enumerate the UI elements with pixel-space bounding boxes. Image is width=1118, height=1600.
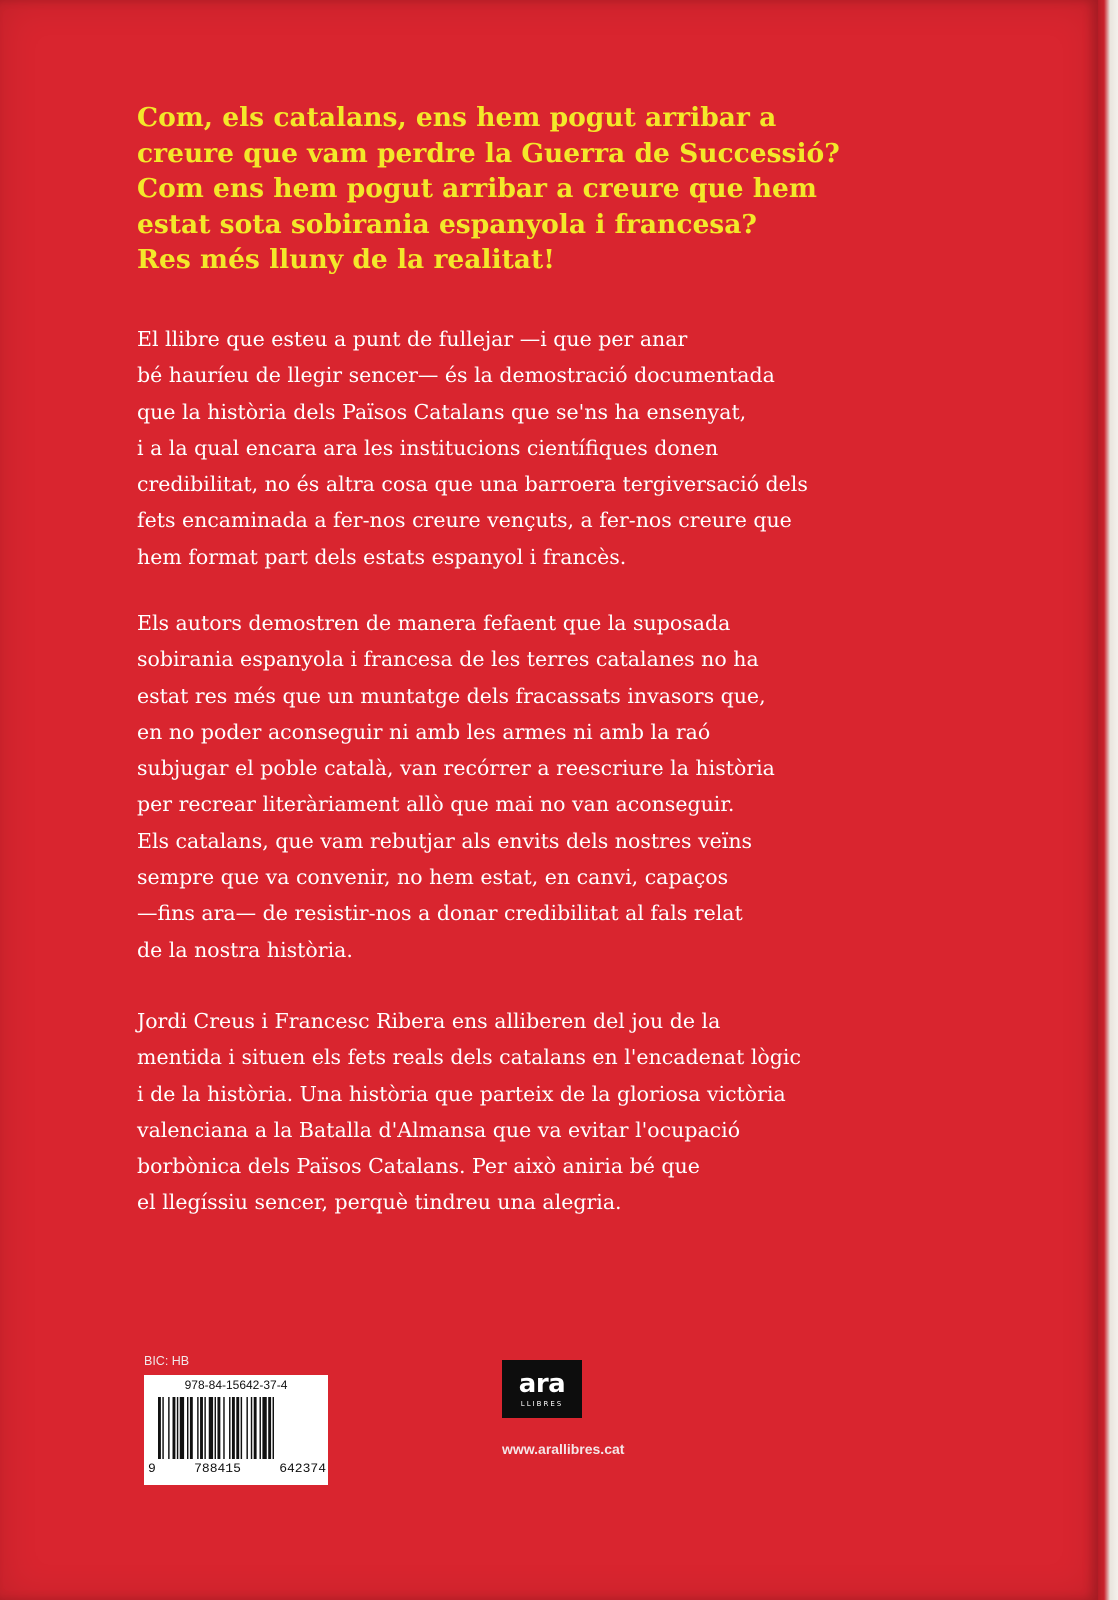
text-line: hem format part dels estats espanyol i francès. (137, 544, 627, 569)
ara-llibres-logo (502, 1360, 582, 1418)
headline-line: Com, els catalans, ens hem pogut arribar a (137, 102, 777, 133)
headline-line: estat sota sobirania espanyola i francesa? (137, 208, 757, 240)
text-line: Jordi Creus i Francesc Ribera ens alliberen del jou de la (137, 1009, 721, 1033)
text-line: credibilitat, no és altra cosa que una barroera tergiversació dels (137, 472, 808, 497)
text-line: que la història dels Països Catalans que se'ns ha ensenyat, (137, 399, 747, 424)
text-line: el llegíssiu sencer, perquè tindreu una alegria. (137, 1190, 622, 1215)
isbn-digits (148, 1461, 326, 1476)
text-line: sempre que va convenir, no hem estat, en canvi, capaços (137, 865, 729, 890)
synopsis-paragraph-3 (137, 1003, 997, 1221)
isbn-digit-group: 788415 (194, 1461, 241, 1476)
text-line: valenciana a la Batalla d'Almansa que va evitar l'ocupació (137, 1117, 741, 1142)
text-line: mentida i situen els fets reals dels catalans en l'encadenat lògic (137, 1045, 801, 1070)
text-line: Els autors demostren de manera fefaent que la suposada (137, 611, 731, 635)
synopsis-paragraph-2 (137, 605, 997, 968)
text-line: Els catalans, que vam rebutjar als envits dels nostres veïns (137, 828, 753, 853)
bic-code: BIC: HB (144, 1354, 190, 1368)
text-line: estat res més que un muntatge dels fracassats invasors que, (137, 683, 766, 708)
barcode-icon (158, 1397, 322, 1459)
logo-wordmark: ara (518, 1368, 566, 1399)
text-line: El llibre que esteu a punt de fullejar —i que per anar (137, 327, 688, 351)
text-line: i a la qual encara ara les institucions científiques donen (137, 435, 719, 460)
text-line: per recrear literàriament allò que mai no van aconseguir. (137, 792, 735, 817)
synopsis-paragraph-1 (137, 321, 997, 575)
isbn-number: 978-84-15642-37-4 (184, 1378, 288, 1392)
text-line: de la nostra història. (137, 937, 353, 962)
headline-line: Com ens hem pogut arribar a creure que hem (137, 173, 817, 204)
headline-line: Res més lluny de la realitat! (137, 244, 555, 275)
headline-line: creure que vam perdre la Guerra de Successió? (137, 137, 840, 169)
isbn-digit-first: 9 (148, 1461, 156, 1476)
text-line: i de la història. Una història que parteix de la gloriosa victòria (137, 1081, 786, 1106)
headline (137, 100, 967, 278)
logo-subtitle: LLIBRES (520, 1399, 564, 1408)
text-line: borbònica dels Països Catalans. Per això aniria bé que (137, 1154, 700, 1179)
isbn-digit-group: 642374 (279, 1461, 326, 1476)
text-line: en no poder aconseguir ni amb les armes ni amb la raó (137, 719, 711, 744)
publisher-website: www.arallibres.cat (502, 1441, 625, 1457)
isbn-barcode-box (144, 1375, 328, 1485)
page-edge (1098, 0, 1118, 1600)
text-line: fets encaminada a fer-nos creure vençuts, a fer-nos creure que (137, 508, 792, 533)
text-line: —fins ara— de resistir-nos a donar credibilitat al fals relat (137, 901, 743, 926)
text-line: bé hauríeu de llegir sencer— és la demostració documentada (137, 363, 775, 388)
text-line: subjugar el poble català, van recórrer a reescriure la història (137, 756, 775, 781)
text-line: sobirania espanyola i francesa de les terres catalanes no ha (137, 647, 759, 672)
